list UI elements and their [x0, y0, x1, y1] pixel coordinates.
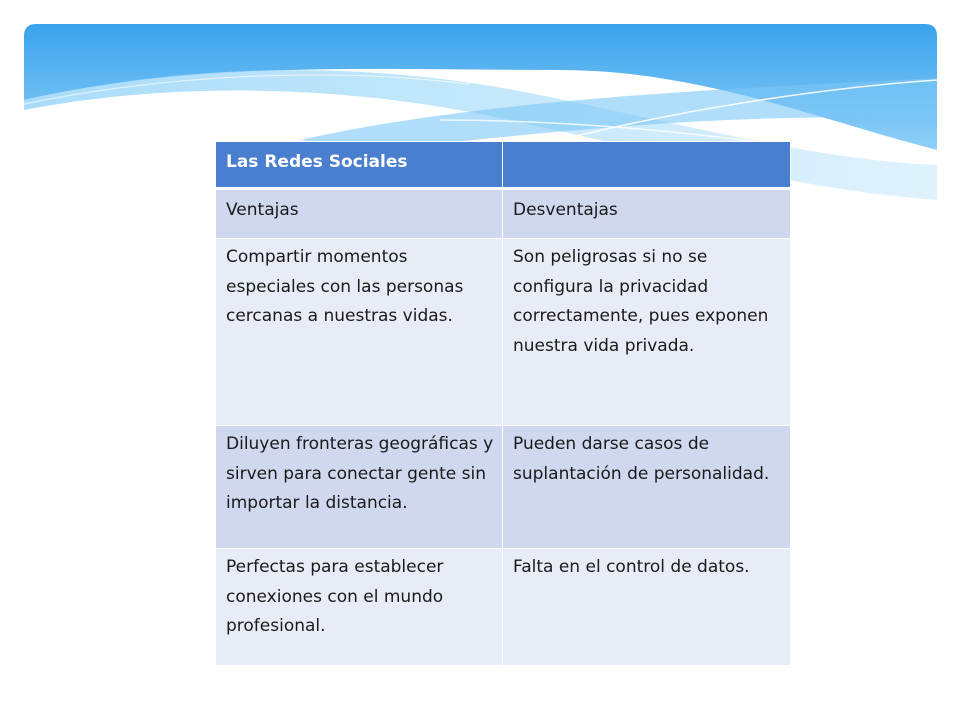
table-row: [216, 549, 791, 666]
comparison-table-wrap: [215, 141, 790, 666]
table-row: [216, 239, 791, 426]
desventaja-cell: Pueden darse casos de suplantación de personalidad.: [503, 426, 791, 549]
desventaja-cell: Falta en el control de datos.: [503, 549, 791, 666]
ventajas-heading: Ventajas: [216, 189, 503, 239]
ventaja-cell: Compartir momentos especiales con las personas cercanas a nuestras vidas.: [216, 239, 503, 426]
table-subheader-row: [216, 189, 791, 239]
ventaja-cell: Perfectas para establecer conexiones con el mundo profesional.: [216, 549, 503, 666]
ventaja-cell: Diluyen fronteras geográficas y sirven para conectar gente sin importar la distancia.: [216, 426, 503, 549]
table-header-empty-cell: [503, 142, 791, 189]
desventaja-cell: [503, 239, 791, 426]
table-header-row: [216, 142, 791, 189]
desventaja-line: Son peligrosas si no se configura la privacidad correctamente, pues exponen: [513, 247, 769, 326]
table-row: [216, 426, 791, 549]
table-title-cell: Las Redes Sociales: [216, 142, 503, 189]
desventaja-line: nuestra vida privada.: [513, 335, 695, 356]
desventajas-heading: Desventajas: [503, 189, 791, 239]
comparison-table: [215, 141, 791, 666]
